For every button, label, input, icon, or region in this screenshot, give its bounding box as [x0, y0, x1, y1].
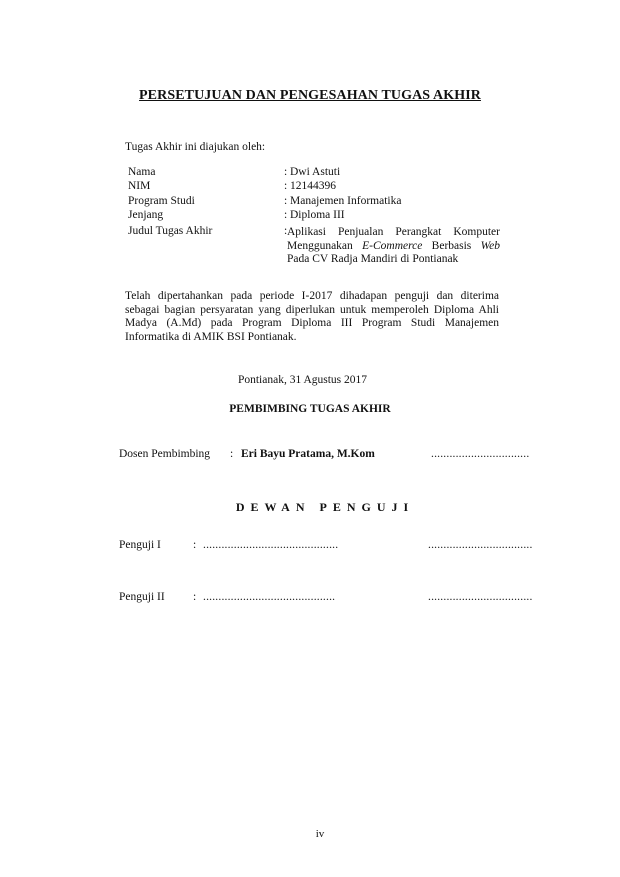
dosen-signature-line: ................................	[431, 448, 530, 460]
field-colon: :	[284, 166, 288, 178]
dosen-label: Dosen Pembimbing	[119, 448, 211, 460]
document-title: PERSETUJUAN DAN PENGESAHAN TUGAS AKHIR	[139, 88, 481, 103]
judul-web: Web	[480, 239, 500, 252]
field-label: NIM	[128, 180, 151, 192]
judul-value	[287, 226, 500, 267]
dosen-name: Eri Bayu Pratama, M.Kom	[241, 448, 375, 460]
field-colon: :	[284, 225, 288, 237]
dewan-penguji-heading: DEWAN PENGUJI	[235, 500, 415, 514]
page-number: iv	[315, 828, 325, 840]
dosen-colon: :	[230, 448, 234, 460]
field-label: Program Studi	[128, 195, 195, 207]
judul-text: Berbasis	[422, 239, 481, 252]
field-label: Jenjang	[128, 209, 164, 221]
penguji-2-signature-line: ..................................	[428, 591, 533, 603]
penguji-2-colon: :	[193, 591, 197, 603]
field-label: Nama	[128, 166, 156, 178]
field-colon: :	[284, 195, 288, 207]
field-label: Judul Tugas Akhir	[128, 225, 213, 237]
approval-paragraph: Telah dipertahankan pada periode I-2017 dihadapan penguji dan diterima sebagai bagian persyaratan yang diperlukan untuk memperoleh Diploma Ahli Madya (A.Md) pada Program Diploma III Program Studi Manajemen Informatika di AMIK BSI Pontianak.	[125, 290, 499, 343]
penguji-1-name-line: ............................................	[203, 539, 339, 551]
field-value: Dwi Astuti	[290, 166, 341, 178]
penguji-1-signature-line: ..................................	[428, 539, 533, 551]
judul-text: Aplikasi Penjualan Perangkat Komputer Menggunakan	[287, 226, 500, 252]
penguji-1-colon: :	[193, 539, 197, 551]
field-colon: :	[284, 180, 288, 192]
penguji-2-name-line: ...........................................	[203, 591, 336, 603]
pembimbing-heading: PEMBIMBING TUGAS AKHIR	[229, 403, 391, 415]
intro-text: Tugas Akhir ini diajukan oleh:	[125, 141, 266, 153]
field-value: 12144396	[290, 180, 336, 192]
field-value: Manajemen Informatika	[290, 195, 402, 207]
penguji-1-label: Penguji I	[119, 539, 161, 551]
field-value: Diploma III	[290, 209, 345, 221]
field-colon: :	[284, 209, 288, 221]
judul-ecommerce: E-Commerce	[362, 239, 423, 252]
judul-text: Pada CV Radja Mandiri di Pontianak	[287, 253, 459, 266]
penguji-2-label: Penguji II	[119, 591, 165, 603]
place-date: Pontianak, 31 Agustus 2017	[237, 374, 368, 386]
